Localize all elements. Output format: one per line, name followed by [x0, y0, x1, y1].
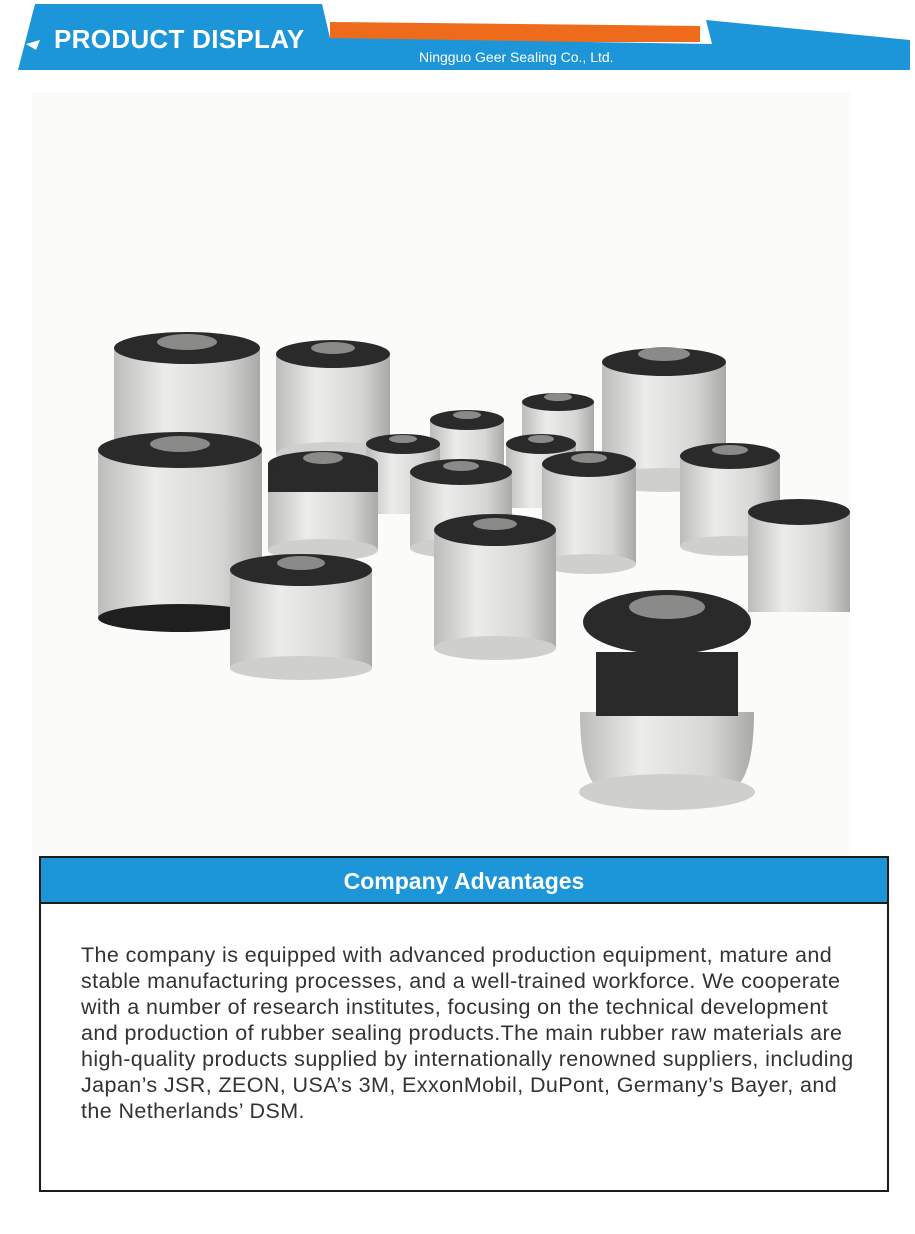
banner-company-name: Ningguo Geer Sealing Co., Ltd.: [419, 49, 614, 65]
company-advantages-box: [39, 856, 889, 1192]
product-photo: [32, 92, 850, 860]
bushing-far-right: [748, 499, 850, 612]
bushing-mid-6: [542, 451, 636, 574]
bushing-stacked-left: [268, 451, 378, 561]
company-advantages-text: The company is equipped with advanced production equipment, mature and stable manufacturing processes, and a well-trained workforce. We cooperate with a number of research institutes, focusing on the technical development and production of rubber sealing products.The main rubber raw materials are high-quality products supplied by internationally renowned suppliers, including Japan’s JSR, ZEON, USA’s 3M, ExxonMobil, DuPont, Germany’s Bayer, and the Netherlands’ DSM.: [81, 943, 854, 1123]
bushing-front-right-flanged: [579, 590, 755, 810]
banner-title: PRODUCT DISPLAY: [54, 24, 305, 54]
company-advantages-title: Company Advantages: [41, 858, 887, 904]
bushing-front-small: [230, 554, 372, 680]
product-display-banner: [0, 0, 915, 80]
bushing-front-mid: [434, 514, 556, 660]
bushings-illustration: [32, 92, 850, 860]
